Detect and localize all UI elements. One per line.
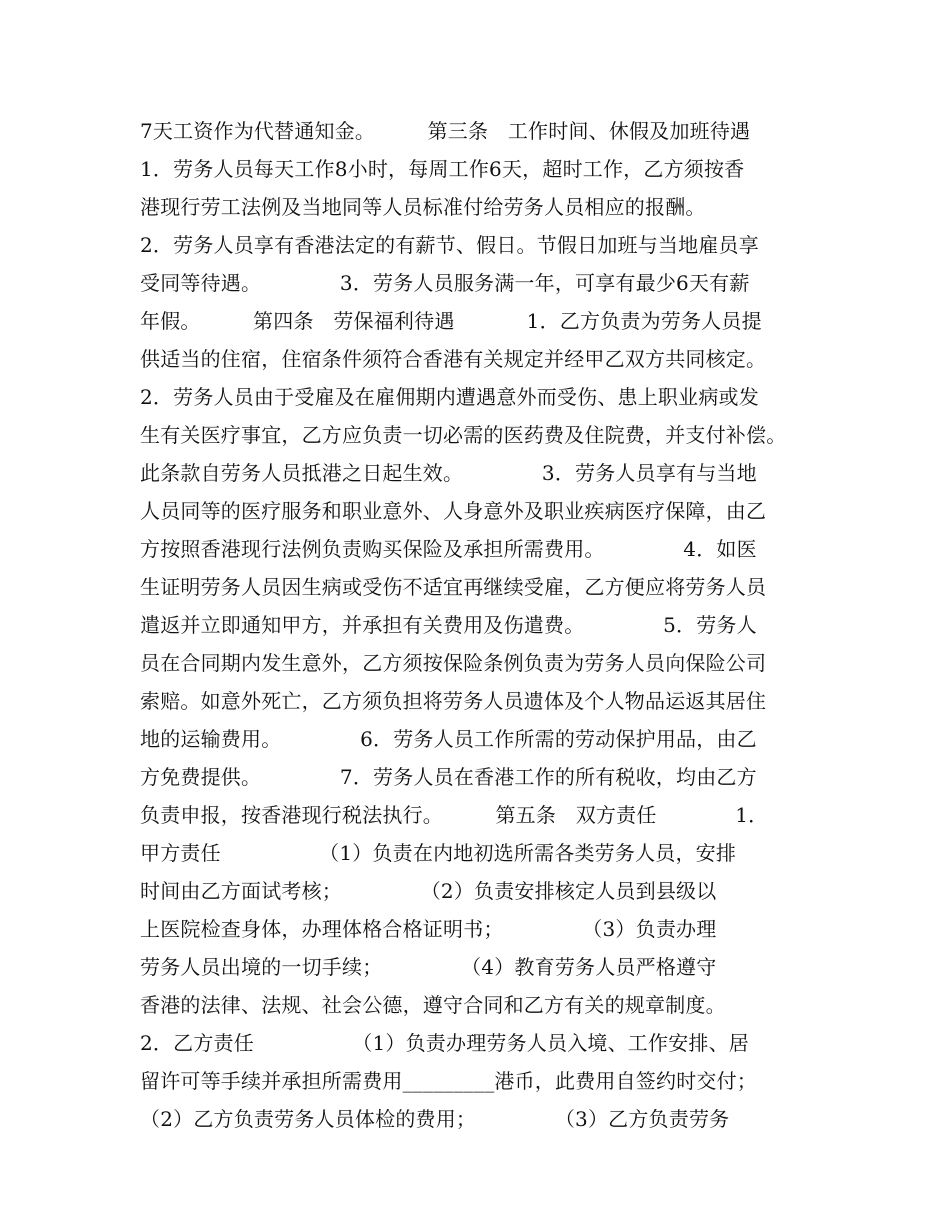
text-line: 香港的法律、法规、社会公德，遵守合同和乙方有关的规章制度。 <box>140 993 726 1017</box>
text-line: 年假。 第四条 劳保福利待遇 1．乙方负责为劳务人员提 <box>140 309 762 333</box>
text-line: 索赔。如意外死亡，乙方须负担将劳务人员遗体及个人物品运返其居住 <box>140 689 767 713</box>
text-line: 甲方责任 （1）负责在内地初选所需各类劳务人员，安排 <box>140 841 737 865</box>
text-line: 负责申报，按香港现行税法执行。 第五条 双方责任 1． <box>140 803 769 827</box>
text-line: 留许可等手续并承担所需费用_________港币，此费用自签约时交付； <box>140 1069 757 1093</box>
text-line: （2）乙方负责劳务人员体检的费用； （3）乙方负责劳务 <box>140 1107 730 1131</box>
text-line: 7天工资作为代替通知金。 第三条 工作时间、休假及加班待遇 <box>140 119 751 143</box>
text-line: 2．劳务人员由于受雇及在雇佣期内遭遇意外而受伤、患上职业病或发 <box>140 385 759 409</box>
text-line: 员在合同期内发生意外，乙方须按保险条例负责为劳务人员向保险公司 <box>140 651 767 675</box>
text-line: 此条款自劳务人员抵港之日起生效。 3．劳务人员享有与当地 <box>140 461 757 485</box>
text-line: 劳务人员出境的一切手续； （4）教育劳务人员严格遵守 <box>140 955 717 979</box>
contract-text-block <box>140 112 820 1138</box>
text-line: 2．乙方责任 （1）负责办理劳务人员入境、工作安排、居 <box>140 1031 750 1055</box>
text-line: 供适当的住宿，住宿条件须符合香港有关规定并经甲乙双方共同核定。 <box>140 347 767 371</box>
text-line: 2．劳务人员享有香港法定的有薪节、假日。节假日加班与当地雇员享 <box>140 233 759 257</box>
text-line: 地的运输费用。 6．劳务人员工作所需的劳动保护用品，由乙 <box>140 727 757 751</box>
text-line: 1．劳务人员每天工作8小时，每周工作6天，超时工作，乙方须按香 <box>140 157 745 181</box>
text-line: 生有关医疗事宜，乙方应负责一切必需的医药费及住院费，并支付补偿。 <box>140 423 787 447</box>
text-line: 上医院检查身体，办理体格合格证明书； （3）负责办理 <box>140 917 717 941</box>
text-line: 时间由乙方面试考核； （2）负责安排核定人员到县级以 <box>140 879 717 903</box>
text-line: 生证明劳务人员因生病或受伤不适宜再继续受雇，乙方便应将劳务人员 <box>140 575 767 599</box>
text-line: 受同等待遇。 3．劳务人员服务满一年，可享有最少6天有薪 <box>140 271 750 295</box>
text-line: 遣返并立即通知甲方，并承担有关费用及伤遣费。 5．劳务人 <box>140 613 757 637</box>
text-line: 方按照香港现行法例负责购买保险及承担所需费用。 4．如医 <box>140 537 757 561</box>
text-line: 方免费提供。 7．劳务人员在香港工作的所有税收，均由乙方 <box>140 765 757 789</box>
text-line: 人员同等的医疗服务和职业意外、人身意外及职业疾病医疗保障，由乙 <box>140 499 767 523</box>
text-line: 港现行劳工法例及当地同等人员标准付给劳务人员相应的报酬。 <box>140 195 706 219</box>
